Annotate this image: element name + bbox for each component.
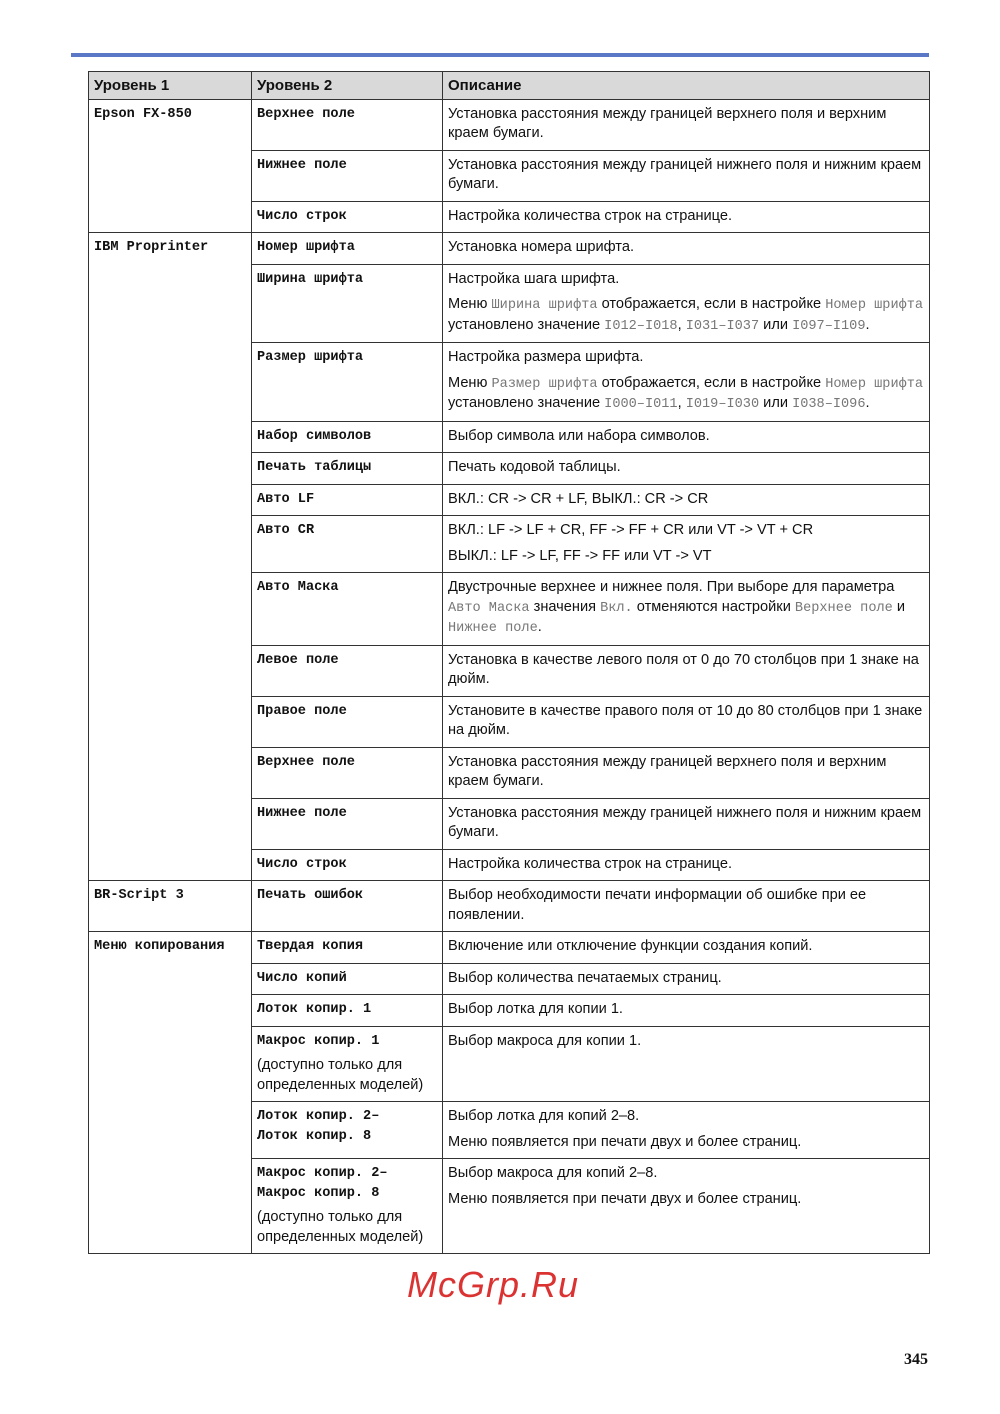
page-number: 345 <box>904 1351 928 1368</box>
description-text: . <box>537 619 542 635</box>
description-text: Настройка шага шрифта. <box>448 270 620 287</box>
description-paragraph <box>448 427 924 447</box>
description-paragraph <box>448 937 924 957</box>
description-text: или <box>759 316 793 333</box>
description-text: Настройка количества строк на странице. <box>448 207 733 224</box>
description-paragraph <box>448 348 924 368</box>
header-level2: Уровень 2 <box>252 72 443 100</box>
level2-cell <box>252 696 443 747</box>
level2-cell <box>252 881 443 932</box>
level2-cell <box>252 201 443 233</box>
level2-cell <box>252 1102 443 1159</box>
level2-name: Макрос копир. 1 <box>257 1033 380 1049</box>
description-text: отображается, если в настройке <box>597 296 826 312</box>
description-text: Выбор символа или набора символов. <box>448 427 710 444</box>
level2-cell <box>252 343 443 422</box>
level2-cell <box>252 421 443 453</box>
description-paragraph <box>448 1190 924 1210</box>
level2-cell <box>252 849 443 881</box>
description-text: Выбор макроса для копии 1. <box>448 1032 642 1049</box>
level2-cell <box>252 99 443 150</box>
description-text: Включение или отключение функции создания копий. <box>448 938 813 954</box>
level2-note: (доступно только для определенных моделей) <box>257 1209 424 1245</box>
level1-cell: Epson FX-850 <box>89 99 252 233</box>
level2-name: Твердая копия <box>257 939 364 954</box>
description-text: Установка расстояния между границей нижнего поля и нижним краем бумаги. <box>448 156 922 192</box>
description-text: Настройка количества строк на странице. <box>448 855 733 872</box>
description-cell <box>443 798 930 849</box>
description-paragraph <box>448 105 924 144</box>
level2-cell <box>252 963 443 995</box>
level2-cell <box>252 798 443 849</box>
description-paragraph <box>448 1164 924 1184</box>
description-cell <box>443 233 930 265</box>
setting-name-reference: I019–I030 <box>685 397 760 412</box>
description-cell <box>443 99 930 150</box>
level2-name: Верхнее поле <box>257 754 355 770</box>
setting-name-reference: I038–I096 <box>792 397 866 412</box>
level2-cell <box>252 150 443 201</box>
description-text: . <box>865 316 870 333</box>
description-cell <box>443 573 930 646</box>
description-text: , <box>677 316 686 333</box>
description-cell <box>443 201 930 233</box>
level2-name: Нижнее поле <box>257 805 347 821</box>
description-text: и <box>892 598 906 615</box>
level2-cell <box>252 1026 443 1102</box>
description-paragraph <box>448 753 924 792</box>
description-cell <box>443 995 930 1027</box>
description-paragraph <box>448 490 924 510</box>
table-row <box>89 881 930 932</box>
level2-name: Число строк <box>257 208 347 224</box>
description-text: Установка номера шрифта. <box>448 239 634 255</box>
level2-name: Номер шрифта <box>257 240 355 255</box>
description-paragraph <box>448 238 924 258</box>
level2-name: Набор символов <box>257 428 372 444</box>
description-text: Выбор лотка для копии 1. <box>448 1001 623 1017</box>
level2-name: Число строк <box>257 856 347 872</box>
description-cell <box>443 484 930 516</box>
level2-name: Лоток копир. 2– Лоток копир. 8 <box>257 1109 380 1144</box>
description-cell <box>443 747 930 798</box>
description-paragraph <box>448 702 924 741</box>
level2-name: Авто CR <box>257 523 315 538</box>
level1-cell: Меню копирования <box>89 932 252 1254</box>
description-text: Выбор необходимости печати информации об ошибке при ее появлении. <box>448 887 867 923</box>
watermark: McGrp.Ru <box>407 1264 580 1305</box>
description-text: Настройка размера шрифта. <box>448 349 644 365</box>
description-paragraph <box>448 547 924 567</box>
level2-name: Лоток копир. 1 <box>257 1002 372 1017</box>
description-paragraph <box>448 578 924 639</box>
level2-cell <box>252 932 443 964</box>
setting-name-reference: I000–I011 <box>604 397 678 412</box>
description-text: Установка расстояния между границей верхнего поля и верхним краем бумаги. <box>448 105 887 141</box>
description-cell <box>443 453 930 485</box>
level1-cell: IBM Proprinter <box>89 233 252 881</box>
level2-name: Авто LF <box>257 491 315 507</box>
setting-name-reference: I012–I018 <box>604 318 678 334</box>
description-paragraph <box>448 886 924 925</box>
table-body <box>89 99 930 1254</box>
setting-name-reference: I097–I109 <box>792 318 866 334</box>
description-text: Установка расстояния между границей нижнего поля и нижним краем бумаги. <box>448 804 922 840</box>
description-text: ВКЛ.: LF -> LF + CR, FF -> FF + CR или VT -> VT + CR <box>448 522 814 538</box>
header-description: Описание <box>443 72 930 100</box>
table-row <box>89 932 930 964</box>
setting-name-reference: Верхнее поле <box>794 600 893 616</box>
level2-cell <box>252 516 443 573</box>
description-text: Установка расстояния между границей верхнего поля и верхним краем бумаги. <box>448 753 887 789</box>
level2-name: Авто Маска <box>257 580 339 595</box>
description-cell <box>443 516 930 573</box>
description-text: . <box>865 395 870 411</box>
description-paragraph <box>448 156 924 195</box>
description-cell <box>443 881 930 932</box>
level2-name: Печать таблицы <box>257 460 372 475</box>
description-paragraph <box>448 969 924 989</box>
description-paragraph <box>448 207 924 227</box>
table-row <box>89 99 930 150</box>
description-text: Установите в качестве правого поля от 10 до 80 столбцов при 1 знаке на дюйм. <box>448 702 923 738</box>
setting-name-reference: Размер шрифта <box>491 376 598 392</box>
description-text: ВКЛ.: CR -> CR + LF, ВЫКЛ.: CR -> CR <box>448 490 709 507</box>
description-text: Выбор количества печатаемых страниц. <box>448 969 722 986</box>
description-text: отображается, если в настройке <box>597 374 826 391</box>
description-paragraph <box>448 374 924 415</box>
level2-name: Левое поле <box>257 652 339 668</box>
description-cell <box>443 343 930 422</box>
description-cell <box>443 1026 930 1102</box>
level2-name: Правое поле <box>257 703 347 719</box>
description-cell <box>443 1102 930 1159</box>
setting-name-reference: Авто Маска <box>448 600 530 616</box>
description-text: установлено значение <box>448 395 605 411</box>
level2-cell <box>252 484 443 516</box>
settings-table <box>88 71 930 1254</box>
description-text: Выбор макроса для копий 2–8. <box>448 1165 658 1181</box>
level2-cell <box>252 1159 443 1254</box>
description-cell <box>443 645 930 696</box>
level2-name: Нижнее поле <box>257 157 347 173</box>
description-paragraph <box>448 855 924 875</box>
description-paragraph <box>448 651 924 690</box>
level2-name: Печать ошибок <box>257 888 364 903</box>
description-cell <box>443 696 930 747</box>
description-text: Установка в качестве левого поля от 0 до 70 столбцов при 1 знаке на дюйм. <box>448 651 919 687</box>
description-text: установлено значение <box>448 316 605 333</box>
description-text: Меню появляется при печати двух и более страниц. <box>448 1190 802 1207</box>
description-cell <box>443 421 930 453</box>
level2-name: Размер шрифта <box>257 350 364 365</box>
description-text: значения <box>529 598 601 615</box>
level2-name: Ширина шрифта <box>257 271 364 287</box>
level2-cell <box>252 747 443 798</box>
description-paragraph <box>448 521 924 541</box>
level2-cell <box>252 573 443 646</box>
level2-cell <box>252 995 443 1027</box>
setting-name-reference: Нижнее поле <box>448 621 538 636</box>
description-text: отменяются настройки <box>632 598 795 615</box>
description-cell <box>443 264 930 343</box>
setting-name-reference: Номер шрифта <box>825 376 924 392</box>
description-text: ВЫКЛ.: LF -> LF, FF -> FF или VT -> VT <box>448 547 712 564</box>
setting-name-reference: Ширина шрифта <box>491 298 598 313</box>
table-header-row <box>89 72 930 100</box>
description-cell <box>443 932 930 964</box>
description-paragraph <box>448 1133 924 1153</box>
setting-name-reference: I031–I037 <box>685 318 760 334</box>
description-paragraph <box>448 1000 924 1020</box>
description-paragraph <box>448 1107 924 1127</box>
description-paragraph <box>448 804 924 843</box>
header-level1: Уровень 1 <box>89 72 252 100</box>
table-row <box>89 233 930 265</box>
description-paragraph <box>448 1032 924 1052</box>
description-text: , <box>677 395 686 411</box>
level2-name: Число копий <box>257 970 347 986</box>
level2-cell <box>252 645 443 696</box>
description-text: Печать кодовой таблицы. <box>448 459 621 475</box>
level1-cell: BR-Script 3 <box>89 881 252 932</box>
level2-cell <box>252 453 443 485</box>
description-cell <box>443 1159 930 1254</box>
description-cell <box>443 150 930 201</box>
description-paragraph <box>448 270 924 290</box>
setting-name-reference: Номер шрифта <box>825 298 924 313</box>
description-text: Выбор лотка для копий 2–8. <box>448 1108 640 1124</box>
description-paragraph <box>448 458 924 478</box>
description-text: Двустрочные верхнее и нижнее поля. При выборе для параметра <box>448 579 895 595</box>
description-cell <box>443 849 930 881</box>
level2-cell <box>252 233 443 265</box>
description-text: Меню появляется при печати двух и более страниц. <box>448 1133 802 1150</box>
description-cell <box>443 963 930 995</box>
header-rule <box>71 53 929 57</box>
level2-name: Верхнее поле <box>257 106 355 122</box>
description-text: Меню <box>448 296 492 312</box>
description-text: или <box>759 395 793 411</box>
setting-name-reference: Вкл. <box>600 600 633 616</box>
level2-name: Макрос копир. 2– Макрос копир. 8 <box>257 1166 388 1201</box>
description-text: Меню <box>448 374 492 391</box>
level2-note: (доступно только для определенных моделей) <box>257 1057 424 1093</box>
level2-cell <box>252 264 443 343</box>
description-paragraph <box>448 295 924 336</box>
page-content <box>88 71 929 1306</box>
